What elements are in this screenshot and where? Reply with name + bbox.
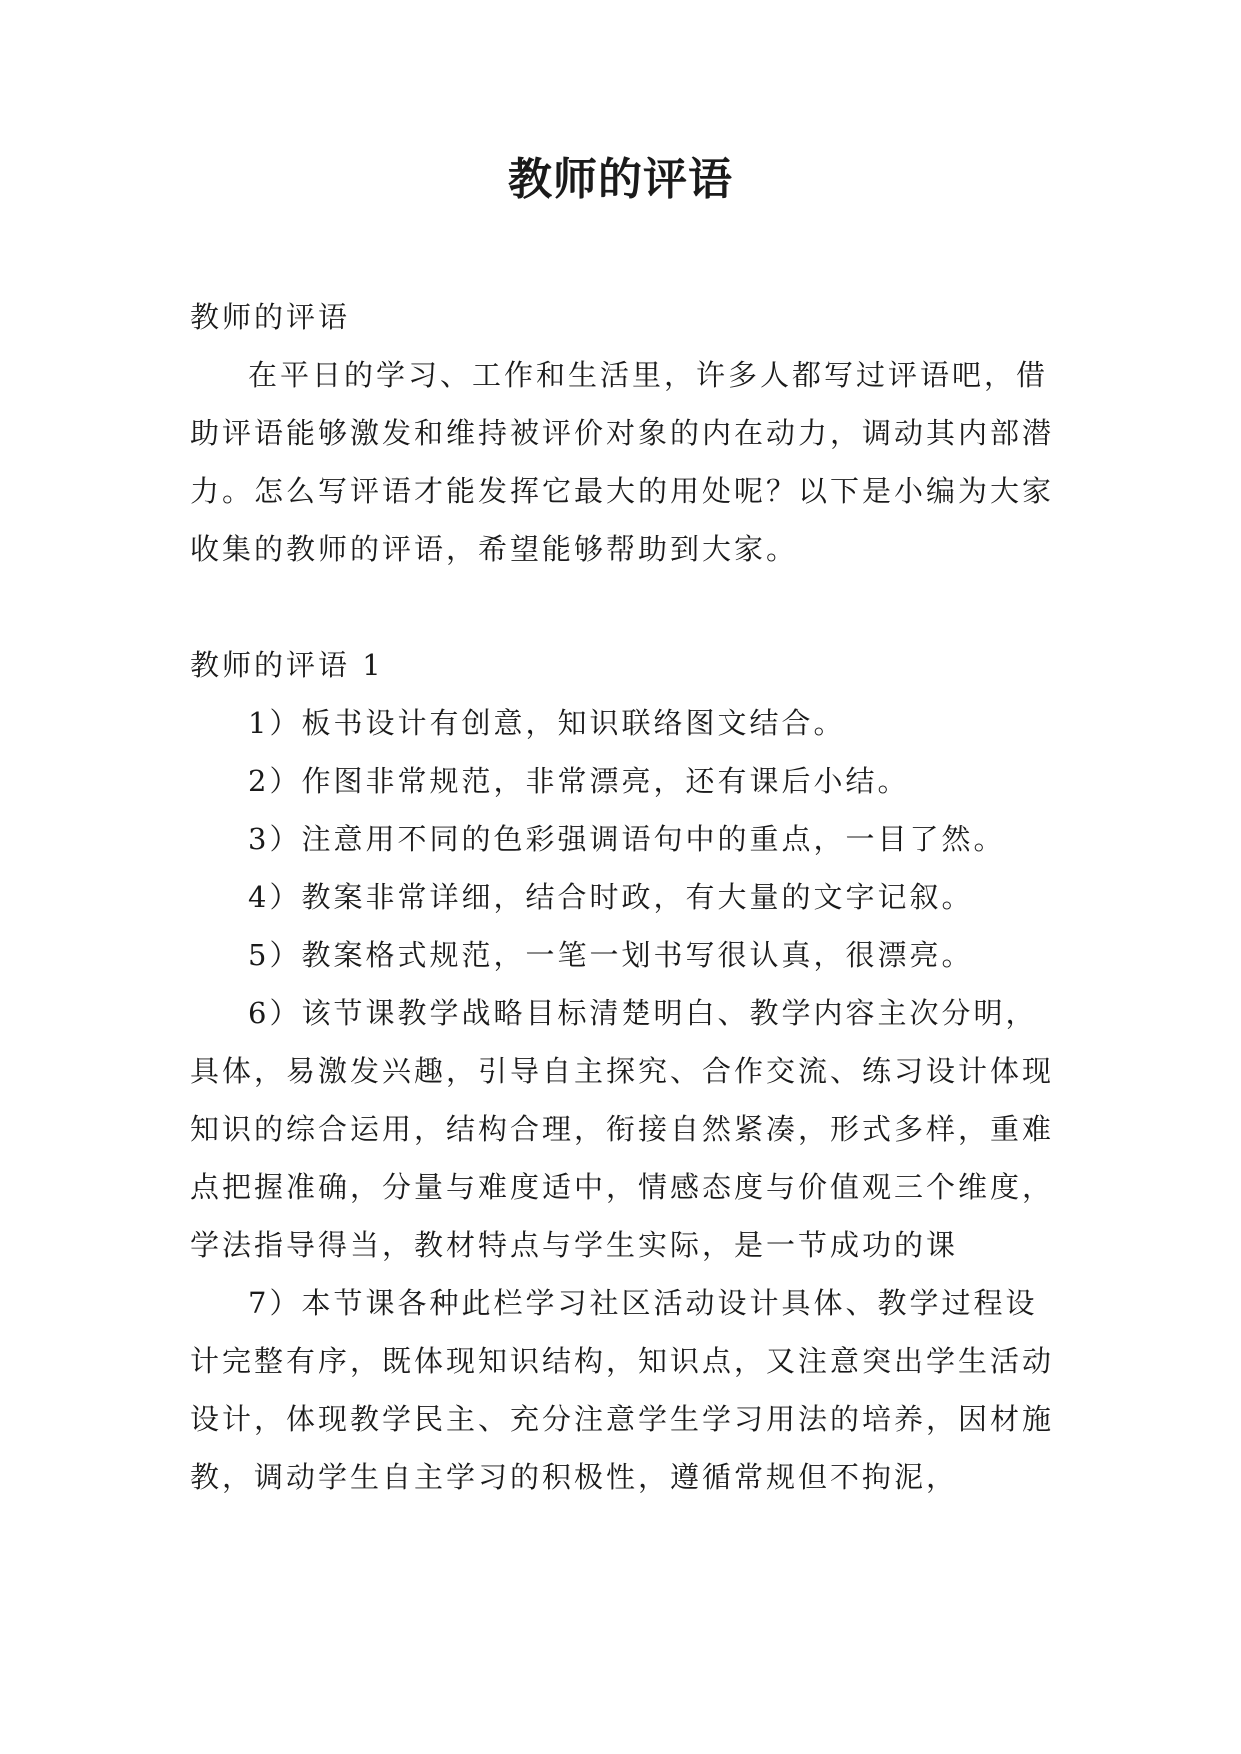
list-item-3: 3）注意用不同的色彩强调语句中的重点，一目了然。 bbox=[248, 822, 1006, 856]
section-1-heading: 教师的评语 1 bbox=[190, 648, 384, 682]
intro-paragraph: 在平日的学习、工作和生活里，许多人都写过评语吧，借助评语能够激发和维持被评价对象的内在动力，调动其内部潜力。怎么写评语才能发挥它最大的用处呢？以下是小编为大家收集的教师的评语，希望能够帮助到大家。 bbox=[190, 358, 1055, 566]
list-item-7: 7）本节课各种此栏学习社区活动设计具体、教学过程设计完整有序，既体现知识结构，知识点，又注意突出学生活动设计，体现教学民主、充分注意学生学习用法的培养，因材施教，调动学生自主学习的积极性，遵循常规但不拘泥， bbox=[190, 1286, 1055, 1494]
list-item-5: 5）教案格式规范，一笔一划书写很认真，很漂亮。 bbox=[248, 938, 974, 972]
document-title: 教师的评语 bbox=[508, 154, 733, 205]
document-body bbox=[190, 288, 1060, 1506]
paragraph-gap bbox=[190, 578, 1060, 636]
list-item-6: 6）该节课教学战略目标清楚明白、教学内容主次分明，具体，易激发兴趣，引导自主探究、合作交流、练习设计体现知识的综合运用，结构合理，衔接自然紧凑，形式多样，重难点把握准确，分量与难度适中，情感态度与价值观三个维度，学法指导得当，教材特点与学生实际，是一节成功的课 bbox=[190, 996, 1055, 1262]
list-item-4: 4）教案非常详细，结合时政，有大量的文字记叙。 bbox=[248, 880, 974, 914]
list-item-2: 2）作图非常规范，非常漂亮，还有课后小结。 bbox=[248, 764, 910, 798]
section-heading: 教师的评语 bbox=[190, 300, 351, 334]
list-item-1: 1）板书设计有创意，知识联络图文结合。 bbox=[248, 706, 846, 740]
